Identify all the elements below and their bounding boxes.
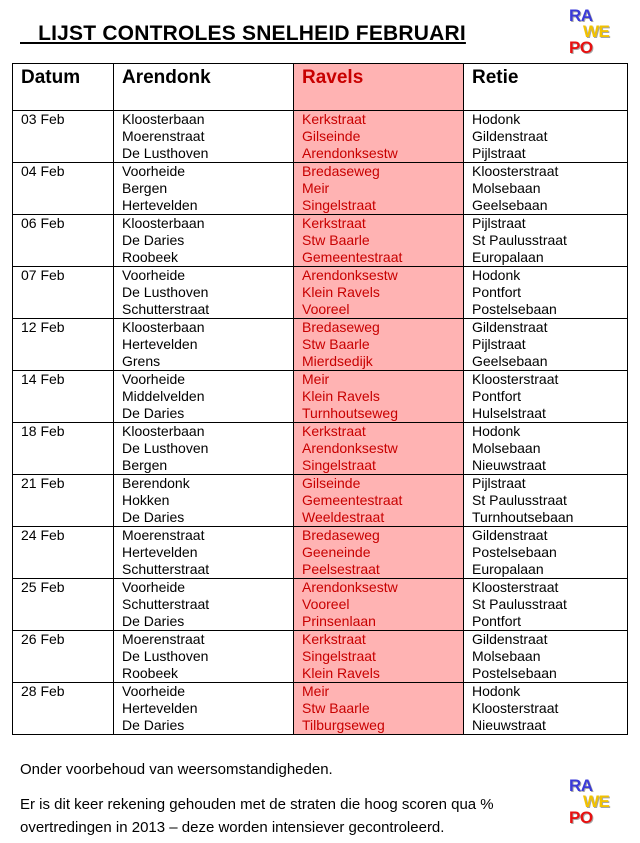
street-name: De Daries xyxy=(122,232,185,248)
street-name: Gemeentestraat xyxy=(302,492,403,508)
street-name: Berendonk xyxy=(122,475,190,491)
street-name: Hertevelden xyxy=(122,336,198,352)
date-cell xyxy=(13,267,114,319)
street-name: Voorheide xyxy=(122,371,186,387)
retie-cell xyxy=(464,371,628,423)
street-name: De Daries xyxy=(122,613,185,629)
street-name: Moerenstraat xyxy=(122,631,205,647)
street-name: Voorheide xyxy=(122,163,186,179)
table-header-row xyxy=(13,64,628,111)
date-text: 25 Feb xyxy=(21,579,65,595)
date-cell xyxy=(13,683,114,735)
street-name: Molsebaan xyxy=(472,180,541,196)
date-cell xyxy=(13,371,114,423)
arendonk-cell xyxy=(114,163,294,215)
street-name: Klein Ravels xyxy=(302,388,380,404)
street-name: Mierdsedijk xyxy=(302,353,373,369)
date-text: 24 Feb xyxy=(21,527,65,543)
street-name: St Paulusstraat xyxy=(472,596,567,612)
retie-cell xyxy=(464,683,628,735)
street-name: Kerkstraat xyxy=(302,423,366,439)
street-name: Singelstraat xyxy=(302,197,376,213)
street-name: Gildenstraat xyxy=(472,527,548,543)
street-name: Hertevelden xyxy=(122,700,198,716)
street-name: Voorheide xyxy=(122,267,186,283)
street-name: Tilburgseweg xyxy=(302,717,385,733)
street-name: Arendonksestw xyxy=(302,267,398,283)
ravels-cell xyxy=(294,319,464,371)
date-text: 07 Feb xyxy=(21,267,65,283)
date-cell xyxy=(13,579,114,631)
street-name: Meir xyxy=(302,371,330,387)
date-text: 14 Feb xyxy=(21,371,65,387)
arendonk-cell xyxy=(114,267,294,319)
retie-cell xyxy=(464,267,628,319)
ravels-cell xyxy=(294,371,464,423)
table-row xyxy=(13,111,628,163)
street-name: Turnhoutseweg xyxy=(302,405,398,421)
retie-cell xyxy=(464,631,628,683)
logo-line-3: PO xyxy=(569,38,593,57)
date-cell xyxy=(13,163,114,215)
street-name: De Lusthoven xyxy=(122,440,209,456)
street-name: Singelstraat xyxy=(302,648,376,664)
retie-cell xyxy=(464,579,628,631)
date-text: 04 Feb xyxy=(21,163,65,179)
street-name: Hodonk xyxy=(472,111,521,127)
table-row xyxy=(13,319,628,371)
street-name: Hertevelden xyxy=(122,544,198,560)
street-name: De Lusthoven xyxy=(122,648,209,664)
street-name: Kloosterstraat xyxy=(472,579,559,595)
street-name: Kloosterbaan xyxy=(122,215,205,231)
street-name: Kloosterstraat xyxy=(472,700,559,716)
street-name: Nieuwstraat xyxy=(472,717,546,733)
street-name: De Daries xyxy=(122,509,185,525)
street-name: Pontfort xyxy=(472,284,522,300)
street-name: Prinsenlaan xyxy=(302,613,376,629)
street-name: Moerenstraat xyxy=(122,527,205,543)
street-name: Middelvelden xyxy=(122,388,205,404)
street-name: De Daries xyxy=(122,717,185,733)
street-name: Pijlstraat xyxy=(472,215,526,231)
street-name: Molsebaan xyxy=(472,440,541,456)
logo-line-1: RA xyxy=(569,6,593,25)
street-name: Postelsebaan xyxy=(472,665,557,681)
street-name: Hodonk xyxy=(472,267,521,283)
street-name: Voorheide xyxy=(122,579,186,595)
header-retie: Retie xyxy=(464,64,628,111)
date-text: 03 Feb xyxy=(21,111,65,127)
table-row xyxy=(13,423,628,475)
street-name: Gilseinde xyxy=(302,128,361,144)
table-body xyxy=(13,111,628,735)
street-name: Kloosterbaan xyxy=(122,111,205,127)
street-name: Pijlstraat xyxy=(472,475,526,491)
table-row xyxy=(13,579,628,631)
ravels-cell xyxy=(294,475,464,527)
table-row xyxy=(13,267,628,319)
street-name: Geeneinde xyxy=(302,544,371,560)
street-name: Bergen xyxy=(122,180,168,196)
street-name: Kloosterstraat xyxy=(472,163,559,179)
street-name: Stw Baarle xyxy=(302,232,370,248)
header-ravels: Ravels xyxy=(294,64,464,111)
ravels-cell xyxy=(294,527,464,579)
street-name: Kloosterbaan xyxy=(122,423,205,439)
logo-line-2: WE xyxy=(583,792,610,811)
street-name: Klein Ravels xyxy=(302,665,380,681)
date-cell xyxy=(13,319,114,371)
street-name: Bredaseweg xyxy=(302,527,380,543)
street-name: Pijlstraat xyxy=(472,145,526,161)
street-name: St Paulusstraat xyxy=(472,492,567,508)
arendonk-cell xyxy=(114,371,294,423)
street-name: Hodonk xyxy=(472,423,521,439)
street-name: Kerkstraat xyxy=(302,631,366,647)
arendonk-cell xyxy=(114,111,294,163)
retie-cell xyxy=(464,319,628,371)
scoring-note: Er is dit keer rekening gehouden met de straten die hoog scoren qua % overtredingen in 2013 – deze worden intensiever gecontroleerd. xyxy=(20,796,494,836)
retie-cell xyxy=(464,215,628,267)
ravels-cell xyxy=(294,631,464,683)
street-name: Hertevelden xyxy=(122,197,198,213)
street-name: Gemeentestraat xyxy=(302,249,403,265)
street-name: Hokken xyxy=(122,492,170,508)
retie-cell xyxy=(464,475,628,527)
weather-disclaimer: Onder voorbehoud van weersomstandigheden. xyxy=(20,761,333,778)
street-name: Geelsebaan xyxy=(472,353,548,369)
logo-line-1: RA xyxy=(569,776,593,795)
street-name: De Lusthoven xyxy=(122,145,209,161)
arendonk-cell xyxy=(114,683,294,735)
date-text: 18 Feb xyxy=(21,423,65,439)
street-name: Kerkstraat xyxy=(302,111,366,127)
date-cell xyxy=(13,423,114,475)
logo-line-3: PO xyxy=(569,808,593,827)
street-name: Gildenstraat xyxy=(472,128,548,144)
header-arendonk: Arendonk xyxy=(114,64,294,111)
street-name: Postelsebaan xyxy=(472,301,557,317)
page-title: LIJST CONTROLES SNELHEID FEBRUARI xyxy=(20,22,466,45)
street-name: Bredaseweg xyxy=(302,319,380,335)
date-text: 12 Feb xyxy=(21,319,65,335)
ravels-cell xyxy=(294,267,464,319)
street-name: Kloosterbaan xyxy=(122,319,205,335)
street-name: Grens xyxy=(122,353,161,369)
retie-cell xyxy=(464,527,628,579)
street-name: Europalaan xyxy=(472,561,544,577)
street-name: Roobeek xyxy=(122,249,179,265)
table-row xyxy=(13,475,628,527)
table-row xyxy=(13,527,628,579)
street-name: Kerkstraat xyxy=(302,215,366,231)
date-cell xyxy=(13,111,114,163)
arendonk-cell xyxy=(114,527,294,579)
table-row xyxy=(13,215,628,267)
street-name: Bredaseweg xyxy=(302,163,380,179)
street-name: Kloosterstraat xyxy=(472,371,559,387)
street-name: Pijlstraat xyxy=(472,336,526,352)
retie-cell xyxy=(464,163,628,215)
street-name: Vooreel xyxy=(302,596,350,612)
date-cell xyxy=(13,631,114,683)
street-name: St Paulusstraat xyxy=(472,232,567,248)
street-name: Vooreel xyxy=(302,301,350,317)
street-name: Bergen xyxy=(122,457,168,473)
ravels-cell xyxy=(294,683,464,735)
street-name: Gildenstraat xyxy=(472,319,548,335)
arendonk-cell xyxy=(114,423,294,475)
table-row xyxy=(13,683,628,735)
retie-cell xyxy=(464,423,628,475)
street-name: Roobeek xyxy=(122,665,179,681)
street-name: Stw Baarle xyxy=(302,700,370,716)
street-name: De Daries xyxy=(122,405,185,421)
street-name: Schutterstraat xyxy=(122,596,210,612)
street-name: Pontfort xyxy=(472,388,522,404)
ravels-cell xyxy=(294,579,464,631)
header-datum: Datum xyxy=(13,64,114,111)
street-name: Hulselstraat xyxy=(472,405,546,421)
logo-line-2: WE xyxy=(583,22,610,41)
street-name: Singelstraat xyxy=(302,457,376,473)
table-row xyxy=(13,371,628,423)
street-name: Weeldestraat xyxy=(302,509,385,525)
ravels-cell xyxy=(294,423,464,475)
ravels-cell xyxy=(294,215,464,267)
arendonk-cell xyxy=(114,475,294,527)
street-name: Gildenstraat xyxy=(472,631,548,647)
street-name: Schutterstraat xyxy=(122,561,210,577)
date-text: 26 Feb xyxy=(21,631,65,647)
ravels-cell xyxy=(294,163,464,215)
street-name: Peelsestraat xyxy=(302,561,380,577)
street-name: Voorheide xyxy=(122,683,186,699)
street-name: Schutterstraat xyxy=(122,301,210,317)
date-cell xyxy=(13,475,114,527)
rawepo-logo-bottom xyxy=(566,778,618,830)
street-name: Klein Ravels xyxy=(302,284,380,300)
street-name: Molsebaan xyxy=(472,648,541,664)
date-text: 28 Feb xyxy=(21,683,65,699)
street-name: Pontfort xyxy=(472,613,522,629)
date-cell xyxy=(13,215,114,267)
street-name: Arendonksestw xyxy=(302,440,398,456)
rawepo-logo-top xyxy=(566,8,618,60)
retie-cell xyxy=(464,111,628,163)
street-name: Hodonk xyxy=(472,683,521,699)
street-name: Turnhoutsebaan xyxy=(472,509,574,525)
arendonk-cell xyxy=(114,319,294,371)
street-name: Nieuwstraat xyxy=(472,457,546,473)
ravels-cell xyxy=(294,111,464,163)
street-name: Geelsebaan xyxy=(472,197,548,213)
street-name: Meir xyxy=(302,683,330,699)
street-name: De Lusthoven xyxy=(122,284,209,300)
arendonk-cell xyxy=(114,215,294,267)
street-name: Stw Baarle xyxy=(302,336,370,352)
speed-controls-table xyxy=(12,63,628,735)
street-name: Gilseinde xyxy=(302,475,361,491)
date-text: 21 Feb xyxy=(21,475,65,491)
arendonk-cell xyxy=(114,579,294,631)
street-name: Arendonksestw xyxy=(302,145,398,161)
table-row xyxy=(13,631,628,683)
street-name: Postelsebaan xyxy=(472,544,557,560)
arendonk-cell xyxy=(114,631,294,683)
date-text: 06 Feb xyxy=(21,215,65,231)
street-name: Arendonksestw xyxy=(302,579,398,595)
street-name: Meir xyxy=(302,180,330,196)
street-name: Moerenstraat xyxy=(122,128,205,144)
street-name: Europalaan xyxy=(472,249,544,265)
date-cell xyxy=(13,527,114,579)
table-row xyxy=(13,163,628,215)
